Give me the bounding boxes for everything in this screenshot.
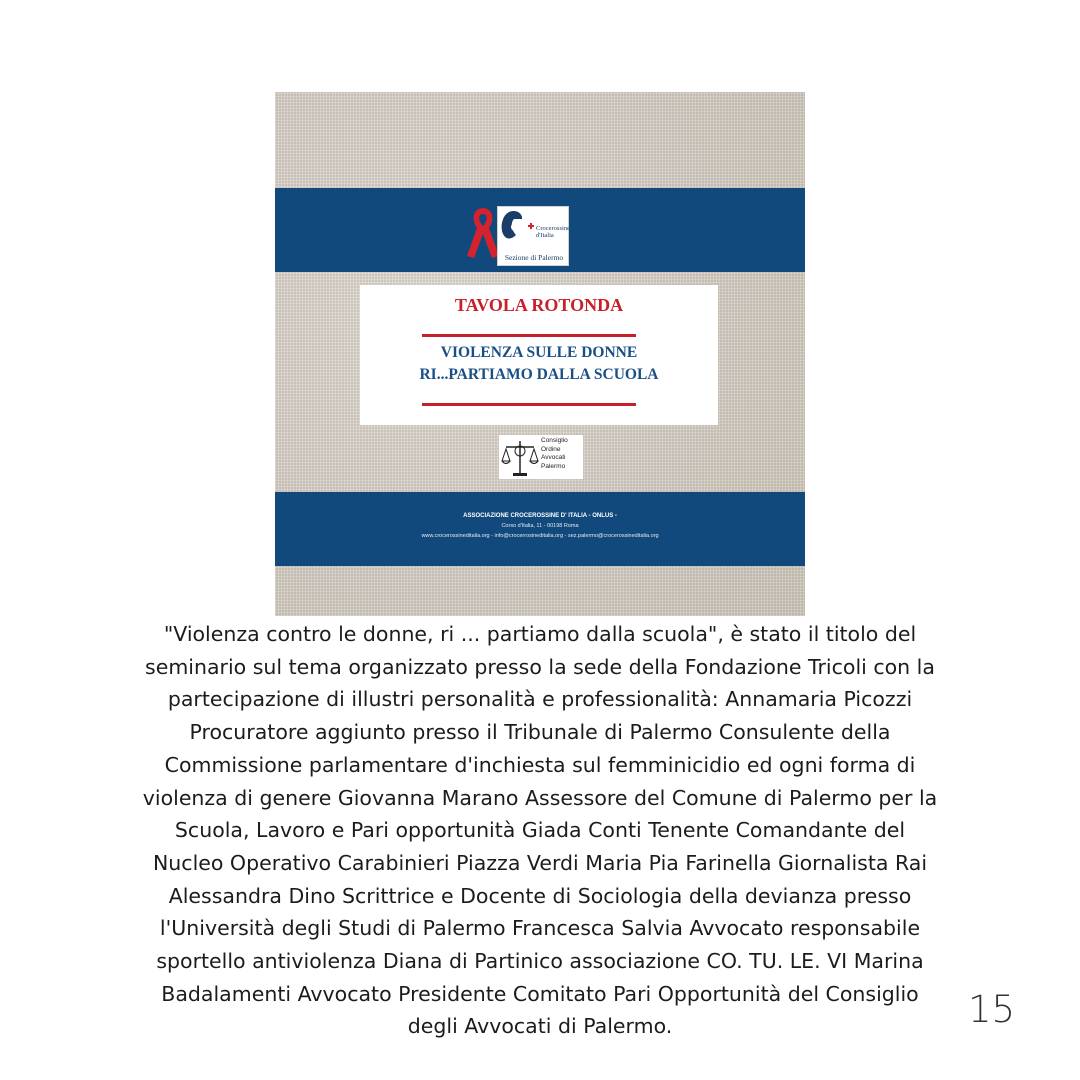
title-card: [360, 285, 718, 425]
crocerossine-badge: [497, 206, 569, 266]
consiglio-ordine-avvocati-logo: [499, 435, 583, 479]
footer-address: Corso d'Italia, 11 - 00198 Roma: [501, 523, 579, 529]
nurse-silhouette-icon: [500, 209, 524, 245]
event-title: TAVOLA ROTONDA: [454, 295, 624, 315]
crocerossine-section: Sezione di Palermo: [504, 253, 564, 262]
description-line: Procuratore aggiunto presso il Tribunale di Palermo Consulente della: [189, 720, 891, 745]
title-divider-top: [422, 334, 636, 337]
description-line: degli Avvocati di Palermo.: [407, 1014, 673, 1039]
coa-line4: Palermo: [541, 462, 566, 470]
coa-text: [541, 437, 583, 471]
coa-line1: Consiglio: [541, 437, 568, 444]
event-poster-image: [275, 92, 805, 616]
title-divider-bottom: [422, 403, 636, 406]
footer-contacts: www.crocerossineditalia.org - info@crocerrosineditalia.org - sez.palermo@crocerossineditalia.org: [421, 533, 659, 539]
description-line: Nucleo Operativo Carabinieri Piazza Verdi Maria Pia Farinella Giornalista Rai: [152, 850, 928, 875]
red-cross-icon: [528, 223, 534, 229]
coa-line3: Avvocati: [541, 454, 566, 461]
event-subtitle-line2: RI...PARTIAMO DALLA SCUOLA: [419, 366, 659, 383]
description-line: l'Università degli Studi di Palermo Francesca Salvia Avvocato responsabile: [159, 916, 921, 941]
event-description: [90, 618, 990, 1043]
description-line: sportello antiviolenza Diana di Partinico associazione CO. TU. LE. VI Marina: [156, 949, 924, 974]
scales-icon: [500, 435, 540, 479]
description-line: Alessandra Dino Scrittrice e Docente di Sociologia della devianza presso: [168, 883, 912, 908]
footer-organization: ASSOCIAZIONE CROCEROSSINE D' ITALIA - ONLUS -: [463, 513, 617, 519]
crocerossine-name-line1: Crocerossine: [536, 225, 570, 232]
description-line: violenza di genere Giovanna Marano Assessore del Comune di Palermo per la: [142, 785, 938, 810]
poster-footer-band: [275, 492, 805, 566]
crocerossine-logo: [463, 202, 579, 264]
description-line: "Violenza contro le donne, ri ... partiamo dalla scuola", è stato il titolo del: [163, 622, 917, 646]
event-subtitle-line1: VIOLENZA SULLE DONNE: [440, 344, 638, 361]
description-line: Commissione parlamentare d'inchiesta sul femminicidio ed ogni forma di: [164, 752, 916, 777]
crocerossine-name: [536, 225, 570, 239]
description-line: partecipazione di illustri personalità e professionalità: Annamaria Picozzi: [167, 687, 913, 712]
description-line: Scuola, Lavoro e Pari opportunità Giada Conti Tenente Comandante del: [174, 818, 906, 843]
crocerossine-name-line2: d'Italia: [536, 232, 554, 239]
coa-line2: Ordine: [541, 445, 561, 453]
description-line: seminario sul tema organizzato presso la sede della Fondazione Tricoli con la: [145, 654, 935, 679]
page-number: 15: [968, 988, 1016, 1031]
description-line: Badalamenti Avvocato Presidente Comitato Pari Opportunità del Consiglio: [161, 981, 919, 1006]
